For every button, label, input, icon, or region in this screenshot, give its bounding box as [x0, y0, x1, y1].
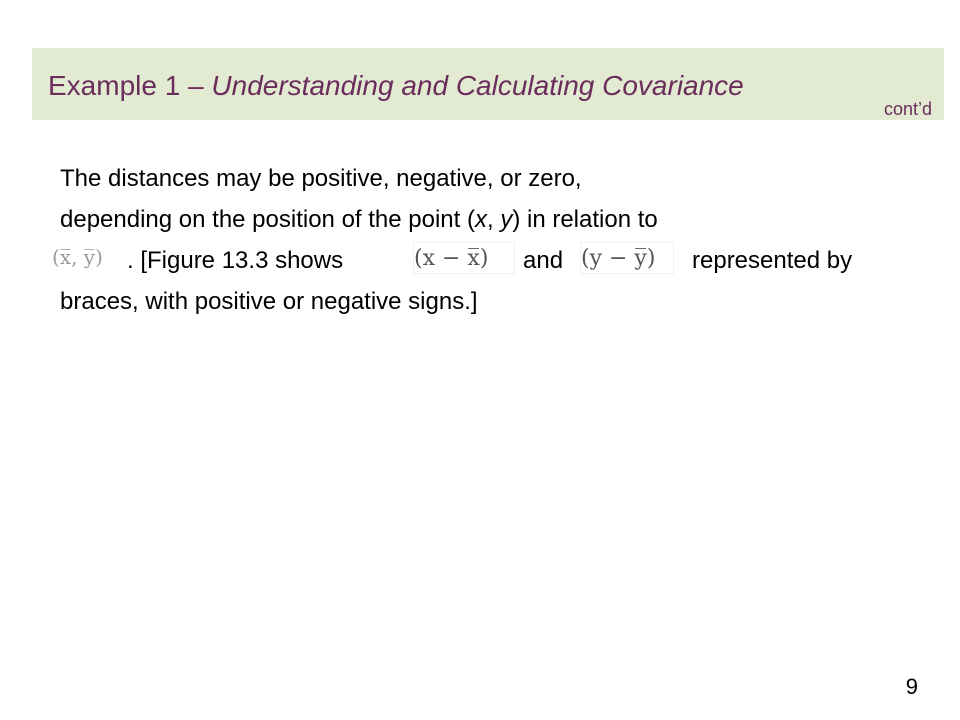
math-mean-point: (x̅, y̅)	[52, 244, 103, 269]
body-line-4: braces, with positive or negative signs.]	[60, 288, 478, 315]
title-prefix: Example 1 –	[48, 70, 212, 101]
line3-text-a: . [Figure 13.3 shows	[127, 247, 344, 274]
title-italic: Understanding and Calculating Covariance	[211, 70, 744, 101]
body-line-2	[60, 199, 910, 240]
line2-text-a: depending on the position of the point (	[60, 206, 475, 233]
line3-text-b: and	[523, 247, 564, 274]
line3-text-c: represented by	[692, 247, 853, 274]
math-x-deviation: (x − x̅)	[413, 242, 515, 274]
var-x: x	[474, 206, 487, 233]
page-number: 9	[905, 674, 918, 699]
body-line-1: The distances may be positive, negative, or zero,	[60, 165, 582, 192]
slide-body	[52, 158, 910, 322]
continued-label: cont’d	[883, 99, 932, 119]
title-bar	[32, 48, 944, 120]
body-line-3	[52, 240, 910, 281]
slide-title	[48, 70, 744, 102]
math-y-deviation: (y − y̅)	[580, 242, 674, 274]
line2-text-b: ) in relation to	[512, 206, 658, 233]
var-y: y	[500, 206, 513, 233]
line2-sep: ,	[486, 206, 501, 233]
